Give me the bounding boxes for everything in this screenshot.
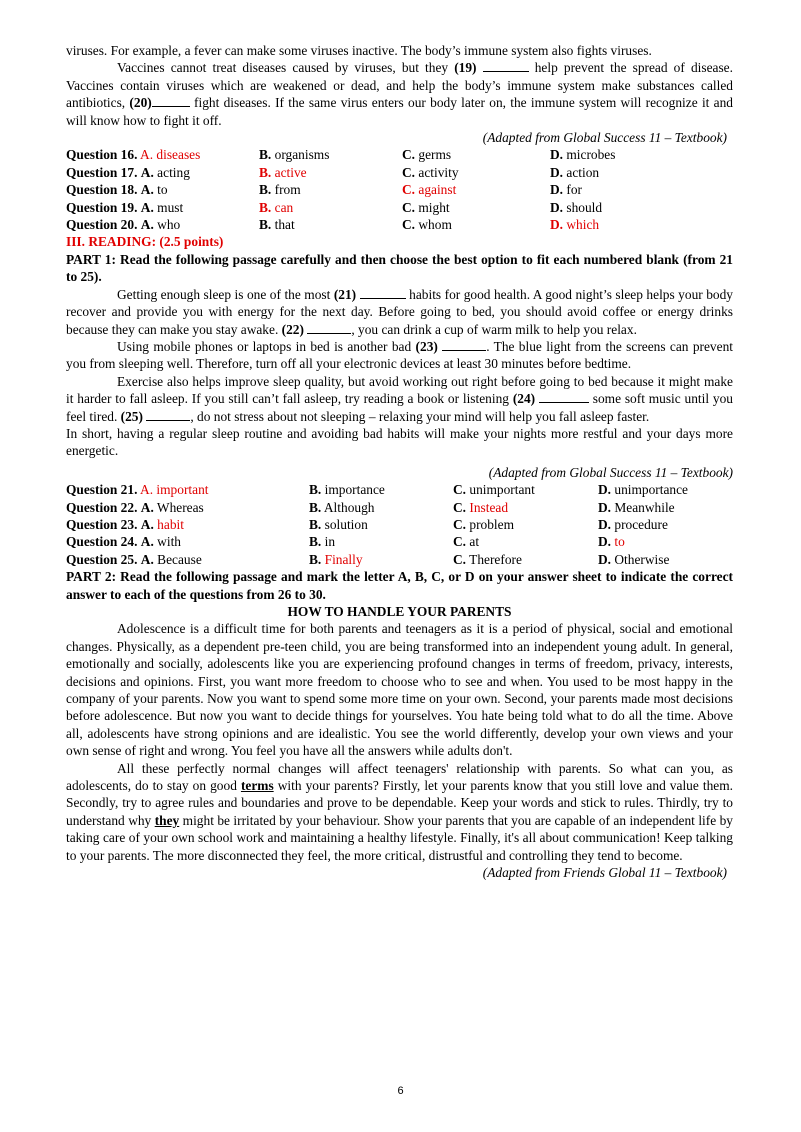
blank-20 (152, 94, 190, 107)
vaccines-text-2: help prevent the spread of disease. Vaccines contain viruses which are weakened or dead, and help the body’s immune system make substances called antibiotics, (66, 60, 733, 111)
vaccines-text-3: fight diseases. If the same virus enters our body later on, the immune system will recognize it and will know how to fight it off. (66, 95, 733, 128)
option-c: C. against (402, 182, 457, 198)
option-b: B. can (259, 199, 294, 215)
option-b: B. solution (309, 516, 368, 532)
option-c: C. Instead (453, 499, 509, 515)
underlined-word-terms: terms (240, 778, 274, 794)
option-c: C. unimportant (453, 482, 535, 498)
option-b: B. importance (309, 482, 385, 498)
source-citation-2: (Adapted from Global Success 11 – Textbook) (488, 464, 733, 480)
option-a: A. (140, 499, 154, 515)
question-16 (66, 146, 733, 163)
question-24: Question 24. A. with B. in C. at D. to (66, 534, 625, 550)
option-c: C. germs (402, 147, 452, 163)
option-d: D. Meanwhile (598, 499, 675, 515)
option-d: D. action (550, 164, 600, 180)
blank-25 (146, 408, 190, 421)
page-number: 6 (397, 1085, 404, 1097)
blank-19 (483, 59, 529, 72)
question-23: Question 23. A. habit B. solution C. problem D. procedure (66, 516, 668, 532)
option-a: A. (140, 516, 154, 532)
option-d: D. should (550, 199, 603, 215)
option-b: B. that (259, 217, 295, 233)
source-citation-3: (Adapted from Friends Global 11 – Textbook) (482, 865, 727, 881)
blank-21 (360, 286, 406, 299)
reading-paragraph-1: Getting enough sleep is one of the most (21) habits for good health. A good night’s sleep helps your body recover and provide you with energy for the next day. Before going to bed, you should avoid coffee or energy drinks because they can make you stay awake. (22) , you can drink a cup of warm milk to help you relax. (66, 286, 733, 337)
question-18: Question 18. A. to B. from C. against D. for (66, 182, 582, 198)
part-1-instruction: PART 1: Read the following passage carefully and then choose the best option to fit each numbered blank (from 21 to 25). (66, 251, 733, 285)
blank-25-number: (25) (120, 408, 143, 424)
option-b: B. Although (309, 499, 375, 515)
blank-23 (442, 338, 486, 351)
underlined-word-they: they (154, 812, 180, 828)
blank-24-number: (24) (512, 391, 536, 407)
document-page (66, 42, 733, 882)
option-a: A. (140, 217, 154, 233)
option-d: D. for (550, 182, 582, 198)
option-c: C. Therefore (453, 551, 522, 567)
option-a: A. important (140, 482, 209, 498)
questions-21-25 (66, 481, 733, 568)
option-c: C. might (402, 199, 450, 215)
option-a: A. (140, 182, 154, 198)
paragraph-viruses: viruses. For example, a fever can make some viruses inactive. The body’s immune system also fights viruses. (66, 43, 652, 58)
question-22: Question 22. A. Whereas B. Although C. Instead D. Meanwhile (66, 499, 675, 515)
option-d: D. microbes (550, 147, 616, 163)
blank-23-number: (23) (415, 338, 438, 354)
option-a: A. (140, 551, 154, 567)
option-b: B. organisms (259, 147, 330, 163)
blank-24 (539, 390, 589, 403)
question-25: Question 25. A. Because B. Finally C. Therefore D. Otherwise (66, 551, 670, 567)
questions-16-20 (66, 146, 733, 233)
reading-paragraph-4: In short, having a regular sleep routine and avoiding bad habits will make your nights more restful and your days more energetic. (66, 425, 733, 459)
blank-21-number: (21) (333, 286, 357, 302)
option-b: B. active (259, 164, 307, 180)
blank-22 (307, 321, 351, 334)
passage-paragraph-2: All these perfectly normal changes will affect teenagers' relationship with parents. So what can you, as adolescents, do to stay on good terms with your parents? Firstly, let your parents know that you still love and value them. Secondly, try to agree rules and boundaries and prove to be dependable. Keep your words and stick to rules. Thirdly, try to understand why they might be irritated by your behaviour. Show your parents that you are capable of an independent life by taking care of your own school work and maintaining a healthy lifestyle. Finally, it's all about communication! Keep talking to your parents. The more disconnected they feel, the more critical, distrustful and controlling they tend to become. (66, 760, 733, 863)
option-b: B. Finally (309, 551, 363, 567)
option-b: B. in (309, 534, 336, 550)
option-d: D. procedure (598, 516, 668, 532)
question-21: Question 21. A. important B. importance C. unimportant D. unimportance (66, 482, 689, 498)
reading-paragraph-2: Using mobile phones or laptops in bed is another bad (23) . The blue light from the screens can prevent you from sleeping well. Therefore, turn off all your electronic devices at least 30 minutes before bedtime. (66, 338, 733, 372)
blank-19-number: (19) (454, 60, 477, 76)
blank-20-number: (20) (129, 95, 152, 111)
reading-paragraph-3: Exercise also helps improve sleep quality, but avoid working out right before going to bed because it might make it harder to fall asleep. If you still can’t fall asleep, try reading a book or listening (24) some soft music until you feel tired. (25) , do not stress about not sleeping – relaxing your mind will help you fall asleep faster. (66, 373, 733, 424)
paragraph-vaccines (66, 59, 733, 129)
option-c: C. problem (453, 516, 515, 532)
option-c: C. at (453, 534, 480, 550)
question-17: Question 17. A. acting B. active C. activity D. action (66, 164, 600, 180)
option-b: B. from (259, 182, 301, 198)
option-c: C. whom (402, 217, 452, 233)
option-a: A. (140, 164, 154, 180)
question-19: Question 19. A. must B. can C. might D. should (66, 199, 603, 215)
option-d: D. which (550, 217, 600, 233)
question-number: Question 16. (66, 147, 138, 163)
question-20: Question 20. A. who B. that C. whom D. which (66, 217, 600, 233)
option-a: A. (140, 199, 154, 215)
option-c: C. activity (402, 164, 459, 180)
blank-22-number: (22) (281, 321, 304, 337)
option-d: D. unimportance (598, 482, 689, 498)
option-d: D. to (598, 534, 625, 550)
vaccines-text-1: Vaccines cannot treat diseases caused by viruses, but they (117, 60, 455, 76)
passage-paragraph-1: Adolescence is a difficult time for both parents and teenagers as it is a period of physical, social and emotional changes. Physically, as a dependent pre-teen child, you are being transformed into an independent young adult. In general, emotionally and socially, adolescents like you are experiencing profound changes in terms of freedom, privacy, interests, decisions and opinions. First, you want more freedom to choose who to see and when. You used to be most happy in the company of your parents. Now you want to spend some more time on your own. Second, your parents made most decisions before adolescence. But now you want to decide things for yourselves. You hate being told what to do all the time. Above all, adolescents have strong opinions and are idealistic. You see the world differently, develop your own views and your own sense of right and wrong. You feel you have all the answers while adults don't. (66, 621, 733, 759)
section-heading-reading: III. READING: (2.5 points) (66, 234, 224, 250)
part-2-instruction: PART 2: Read the following passage and mark the letter A, B, C, or D on your answer sheet to indicate the correct answer to each of the questions from 26 to 30. (66, 569, 733, 602)
option-a: A. diseases (140, 147, 201, 163)
option-d: D. Otherwise (598, 551, 670, 567)
option-a: A. (140, 534, 154, 550)
source-citation-1: (Adapted from Global Success 11 – Textbook) (482, 130, 727, 146)
passage-title: HOW TO HANDLE YOUR PARENTS (287, 604, 512, 619)
